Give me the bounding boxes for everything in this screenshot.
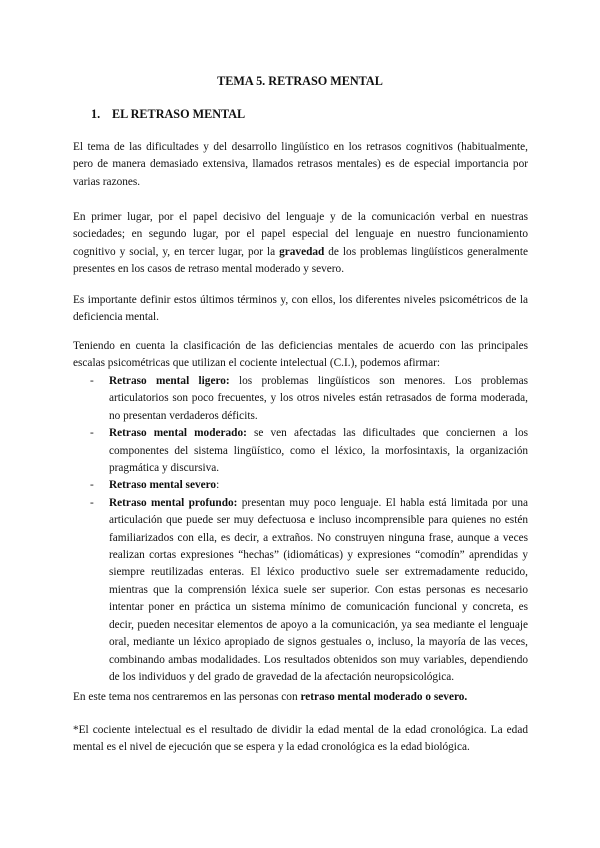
definitions-paragraph: Es importante definir estos últimos términos y, con ellos, los diferentes niveles psicométricos de la deficiencia mental. xyxy=(73,294,528,324)
list-item-term: Retraso mental profundo: xyxy=(109,496,238,509)
classification-paragraph: Teniendo en cuenta la clasificación de las deficiencias mentales de acuerdo con las principales escalas psicométricas que utilizan el cociente intelectual (C.I.), podemos afirmar: xyxy=(73,340,528,370)
list-item xyxy=(73,477,528,494)
retardation-levels-list xyxy=(73,373,528,686)
list-item xyxy=(73,495,528,686)
list-item-text: se ven afectadas las dificultades que conciernen a los componentes del sistema lingüístico, como el léxico, la morfosintaxis, la organización pragmática y discursiva. xyxy=(109,427,528,475)
intro-paragraph: El tema de las dificultades y del desarrollo lingüístico en los retrasos cognitivos (habitualmente, pero de manera demasiado extensiva, llamados retrasos mentales) es de especial importancia por varias razones. xyxy=(73,141,528,188)
footnote: *El cociente intelectual es el resultado de dividir la edad mental de la edad cronológica. La edad mental es el nivel de ejecución que se espera y la edad cronológica es la edad biológica. xyxy=(73,724,528,754)
list-dash: - xyxy=(90,375,94,387)
list-dash: - xyxy=(90,479,94,492)
list-dash: - xyxy=(90,427,94,440)
list-item-text: presentan muy poco lenguaje. El habla está limitada por una articulación que puede ser muy defectuosa e incluso incomprensible para quienes no estén familiarizados con ella, es decir, a extraños. No construyen ninguna frase, aunque a veces realizan cortas expresiones “hechas” (idiomáticas) y expresiones “comodín” aprendidas y siempre reutilizadas enteras. El léxico productivo suele ser extremadamente reducido, mientras que la comprensión léxica suele ser superior. Con estas personas es necesario intentar poner en práctica un sistema mínimo de comunicación funcional y concreta, es decir, pueden necesitar elementos de apoyo a la comunicación, ya sea mediante el lenguaje oral, mediante un léxico apropiado de signos gestuales o, incluso, la mayoría de las veces, combinando ambas modalidades. Los resultados obtenidos son muy variables, dependiendo de los individuos y del grado de gravedad de la afectación neuropsicológica. xyxy=(109,496,528,683)
list-item xyxy=(73,373,528,425)
reasons-paragraph xyxy=(73,209,528,279)
list-dash: - xyxy=(90,496,94,509)
section-number: 1. xyxy=(91,107,101,121)
list-item xyxy=(73,425,528,477)
reasons-text-end: de los problemas lingüísticos generalmente presentes en los casos de retraso mental moderado y severo. xyxy=(73,245,528,276)
reasons-bold-term: gravedad xyxy=(279,245,325,258)
list-item-text: : xyxy=(216,479,220,492)
list-item-term: Retraso mental ligero: xyxy=(109,375,230,387)
section-heading-text: EL RETRASO MENTAL xyxy=(112,107,246,121)
reasons-text-start: En primer lugar, por el papel decisivo del lenguaje y de la comunicación verbal en nuestras sociedades; en segundo lugar, por el papel especial del lenguaje en nuestro funcionamiento cognitivo y social, y, en tercer lugar, por la xyxy=(73,211,528,258)
document-title: TEMA 5. RETRASO MENTAL xyxy=(217,74,383,88)
focus-bold-text: retraso mental moderado o severo. xyxy=(300,691,468,703)
list-item-text: los problemas lingüísticos son menores. Los problemas articulatorios son poco frecuentes, y los otros niveles están retrasados de forma moderada, no presentan verdaderos déficits. xyxy=(109,375,528,422)
focus-text: En este tema nos centraremos en las personas con xyxy=(73,691,301,703)
focus-paragraph xyxy=(73,689,528,706)
list-item-term: Retraso mental severo xyxy=(109,479,217,492)
section-heading xyxy=(91,107,245,122)
list-item-term: Retraso mental moderado: xyxy=(109,427,247,440)
